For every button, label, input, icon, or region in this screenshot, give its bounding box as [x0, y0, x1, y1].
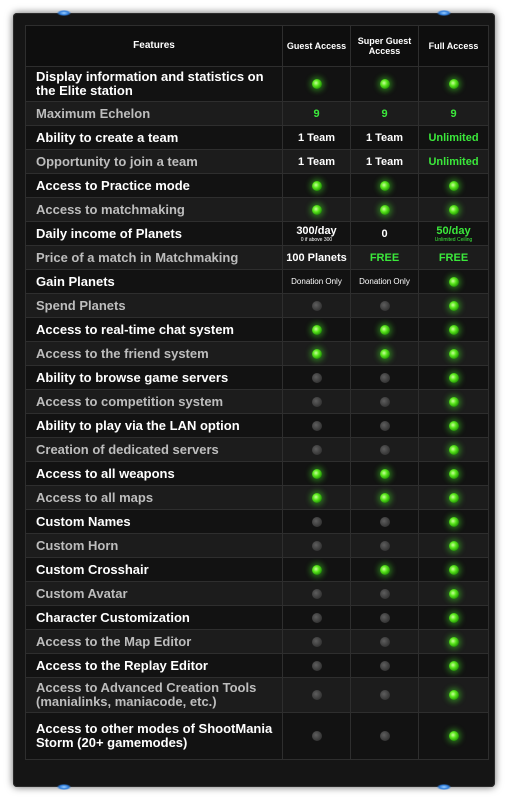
table-row: [26, 150, 489, 174]
green-light-icon: [380, 469, 390, 479]
green-light-icon: [449, 445, 459, 455]
guest-value-cell: [283, 150, 351, 174]
full-status-cell: [419, 606, 489, 630]
table-row: [26, 438, 489, 462]
guest-status-cell: [283, 342, 351, 366]
guest-status-cell: [283, 606, 351, 630]
glow-corner-bottom-right: [437, 784, 451, 790]
full-status-cell: [419, 342, 489, 366]
grey-light-icon: [380, 301, 390, 311]
grey-light-icon: [380, 637, 390, 647]
feature-label: Daily income of Planets: [26, 222, 283, 246]
cell-value: 9: [450, 107, 457, 120]
guest-status-cell: [283, 67, 351, 102]
super-value-cell: [351, 126, 419, 150]
green-light-icon: [312, 325, 322, 335]
full-status-cell: [419, 510, 489, 534]
grey-light-icon: [380, 373, 390, 383]
grey-light-icon: [312, 690, 322, 700]
green-light-icon: [449, 205, 459, 215]
grey-light-icon: [312, 731, 322, 741]
table-row: [26, 630, 489, 654]
grey-light-icon: [380, 589, 390, 599]
cell-value: 100 Planets: [286, 251, 347, 264]
green-light-icon: [312, 349, 322, 359]
green-light-icon: [449, 301, 459, 311]
table-row: [26, 558, 489, 582]
table-row: [26, 294, 489, 318]
table-row: [26, 678, 489, 713]
guest-status-cell: [283, 390, 351, 414]
full-status-cell: [419, 318, 489, 342]
guest-status-cell: [283, 198, 351, 222]
feature-label: Gain Planets: [26, 270, 283, 294]
super-value-cell: [351, 222, 419, 246]
feature-label: Maximum Echelon: [26, 102, 283, 126]
feature-label: Ability to create a team: [26, 126, 283, 150]
super-status-cell: [351, 294, 419, 318]
grey-light-icon: [380, 397, 390, 407]
super-value-cell: [351, 270, 419, 294]
guest-status-cell: [283, 654, 351, 678]
green-light-icon: [380, 181, 390, 191]
super-status-cell: [351, 713, 419, 760]
super-status-cell: [351, 534, 419, 558]
guest-status-cell: [283, 462, 351, 486]
green-light-icon: [449, 661, 459, 671]
super-status-cell: [351, 510, 419, 534]
cell-value: FREE: [369, 251, 400, 264]
green-light-icon: [312, 565, 322, 575]
guest-status-cell: [283, 414, 351, 438]
table-row: [26, 102, 489, 126]
grey-light-icon: [312, 445, 322, 455]
green-light-icon: [312, 205, 322, 215]
super-status-cell: [351, 654, 419, 678]
full-value-cell: [419, 246, 489, 270]
access-comparison-table: [25, 25, 489, 760]
feature-label: Custom Horn: [26, 534, 283, 558]
full-value-cell: [419, 102, 489, 126]
feature-label: Access to matchmaking: [26, 198, 283, 222]
table-row: [26, 390, 489, 414]
grey-light-icon: [380, 517, 390, 527]
table-row: [26, 246, 489, 270]
cell-value: 1 Team: [365, 131, 404, 144]
feature-label: Access to other modes of ShootMania Storm (20+ gamemodes): [26, 713, 283, 760]
guest-access-header: Guest Access: [283, 26, 351, 67]
grey-light-icon: [312, 397, 322, 407]
super-status-cell: [351, 486, 419, 510]
cell-value: 1 Team: [365, 155, 404, 168]
glow-corner-top-right: [437, 10, 451, 16]
full-status-cell: [419, 67, 489, 102]
feature-label: Access to the Replay Editor: [26, 654, 283, 678]
green-light-icon: [449, 469, 459, 479]
green-light-icon: [449, 541, 459, 551]
feature-label: Opportunity to join a team: [26, 150, 283, 174]
header-row: [26, 26, 489, 67]
guest-status-cell: [283, 294, 351, 318]
green-light-icon: [449, 349, 459, 359]
full-status-cell: [419, 678, 489, 713]
super-status-cell: [351, 318, 419, 342]
table-row: [26, 366, 489, 390]
feature-label: Access to all weapons: [26, 462, 283, 486]
green-light-icon: [449, 373, 459, 383]
cell-footnote: 0 if above 300: [300, 236, 333, 243]
feature-label: Access to real-time chat system: [26, 318, 283, 342]
green-light-icon: [380, 349, 390, 359]
green-light-icon: [449, 690, 459, 700]
green-light-icon: [449, 421, 459, 431]
feature-label: Custom Avatar: [26, 582, 283, 606]
green-light-icon: [449, 181, 459, 191]
super-status-cell: [351, 198, 419, 222]
feature-label: Spend Planets: [26, 294, 283, 318]
green-light-icon: [380, 205, 390, 215]
grey-light-icon: [312, 541, 322, 551]
grey-light-icon: [380, 731, 390, 741]
super-status-cell: [351, 582, 419, 606]
table-row: [26, 534, 489, 558]
glow-corner-bottom-left: [57, 784, 71, 790]
features-header: Features: [26, 26, 283, 67]
feature-label: Access to the Map Editor: [26, 630, 283, 654]
green-light-icon: [449, 637, 459, 647]
full-status-cell: [419, 174, 489, 198]
feature-label: Character Customization: [26, 606, 283, 630]
table-row: [26, 270, 489, 294]
guest-value-cell: [283, 270, 351, 294]
super-status-cell: [351, 678, 419, 713]
guest-value-cell: [283, 222, 351, 246]
green-light-icon: [449, 565, 459, 575]
table-row: [26, 606, 489, 630]
super-status-cell: [351, 67, 419, 102]
table-row: [26, 486, 489, 510]
full-value-cell: [419, 222, 489, 246]
feature-label: Price of a match in Matchmaking: [26, 246, 283, 270]
cell-value: Donation Only: [359, 277, 410, 286]
full-status-cell: [419, 630, 489, 654]
super-guest-access-header: Super Guest Access: [351, 26, 419, 67]
grey-light-icon: [312, 373, 322, 383]
table-row: [26, 174, 489, 198]
guest-status-cell: [283, 174, 351, 198]
green-light-icon: [312, 493, 322, 503]
green-light-icon: [449, 613, 459, 623]
full-value-cell: [419, 126, 489, 150]
cell-value: Unlimited: [428, 131, 479, 144]
super-status-cell: [351, 342, 419, 366]
super-status-cell: [351, 174, 419, 198]
green-light-icon: [449, 79, 459, 89]
full-status-cell: [419, 713, 489, 760]
cell-value: 9: [313, 107, 320, 120]
green-light-icon: [449, 493, 459, 503]
grey-light-icon: [312, 637, 322, 647]
green-light-icon: [380, 565, 390, 575]
full-status-cell: [419, 582, 489, 606]
guest-status-cell: [283, 438, 351, 462]
grey-light-icon: [312, 517, 322, 527]
table-row: [26, 342, 489, 366]
super-status-cell: [351, 606, 419, 630]
cell-value: 9: [381, 107, 388, 120]
table-row: [26, 318, 489, 342]
super-status-cell: [351, 558, 419, 582]
feature-label: Ability to browse game servers: [26, 366, 283, 390]
super-status-cell: [351, 390, 419, 414]
guest-status-cell: [283, 486, 351, 510]
cell-value: 0: [381, 227, 388, 240]
table-row: [26, 67, 489, 102]
full-status-cell: [419, 462, 489, 486]
cell-value: 1 Team: [297, 155, 336, 168]
feature-label: Access to Advanced Creation Tools (manialinks, maniacode, etc.): [26, 678, 283, 713]
green-light-icon: [312, 469, 322, 479]
table-row: [26, 713, 489, 760]
full-access-header: Full Access: [419, 26, 489, 67]
feature-label: Creation of dedicated servers: [26, 438, 283, 462]
cell-value: 50/day: [436, 224, 471, 237]
feature-label: Access to Practice mode: [26, 174, 283, 198]
full-status-cell: [419, 270, 489, 294]
grey-light-icon: [380, 541, 390, 551]
full-status-cell: [419, 414, 489, 438]
grey-light-icon: [312, 613, 322, 623]
guest-status-cell: [283, 630, 351, 654]
grey-light-icon: [312, 421, 322, 431]
guest-value-cell: [283, 102, 351, 126]
grey-light-icon: [380, 690, 390, 700]
cell-footnote: Unlimited Ceiling: [434, 236, 473, 243]
table-row: [26, 222, 489, 246]
table-row: [26, 654, 489, 678]
cell-value: Unlimited: [428, 155, 479, 168]
green-light-icon: [449, 397, 459, 407]
green-light-icon: [312, 79, 322, 89]
guest-value-cell: [283, 126, 351, 150]
cell-value: 300/day: [296, 224, 337, 237]
guest-status-cell: [283, 318, 351, 342]
feature-label: Access to all maps: [26, 486, 283, 510]
full-status-cell: [419, 366, 489, 390]
super-status-cell: [351, 366, 419, 390]
green-light-icon: [380, 493, 390, 503]
full-status-cell: [419, 654, 489, 678]
table-row: [26, 510, 489, 534]
feature-label: Custom Names: [26, 510, 283, 534]
green-light-icon: [380, 325, 390, 335]
guest-status-cell: [283, 534, 351, 558]
green-light-icon: [312, 181, 322, 191]
super-value-cell: [351, 102, 419, 126]
super-status-cell: [351, 414, 419, 438]
cell-value: 1 Team: [297, 131, 336, 144]
table-row: [26, 582, 489, 606]
full-status-cell: [419, 294, 489, 318]
glow-corner-top-left: [57, 10, 71, 16]
cell-value: FREE: [438, 251, 469, 264]
feature-label: Custom Crosshair: [26, 558, 283, 582]
guest-value-cell: [283, 246, 351, 270]
grey-light-icon: [312, 301, 322, 311]
super-status-cell: [351, 462, 419, 486]
full-status-cell: [419, 558, 489, 582]
green-light-icon: [449, 325, 459, 335]
feature-label: Display information and statistics on the Elite station: [26, 67, 283, 102]
guest-status-cell: [283, 678, 351, 713]
super-status-cell: [351, 630, 419, 654]
guest-status-cell: [283, 366, 351, 390]
grey-light-icon: [312, 589, 322, 599]
guest-status-cell: [283, 713, 351, 760]
full-status-cell: [419, 534, 489, 558]
table-row: [26, 414, 489, 438]
super-value-cell: [351, 246, 419, 270]
grey-light-icon: [380, 421, 390, 431]
full-status-cell: [419, 438, 489, 462]
feature-label: Access to competition system: [26, 390, 283, 414]
guest-status-cell: [283, 558, 351, 582]
table-row: [26, 462, 489, 486]
full-value-cell: [419, 150, 489, 174]
super-value-cell: [351, 150, 419, 174]
grey-light-icon: [380, 661, 390, 671]
feature-label: Access to the friend system: [26, 342, 283, 366]
grey-light-icon: [380, 445, 390, 455]
grey-light-icon: [380, 613, 390, 623]
full-status-cell: [419, 198, 489, 222]
table-row: [26, 126, 489, 150]
table-row: [26, 198, 489, 222]
feature-rows: [26, 67, 489, 760]
feature-label: Ability to play via the LAN option: [26, 414, 283, 438]
grey-light-icon: [312, 661, 322, 671]
guest-status-cell: [283, 510, 351, 534]
green-light-icon: [449, 517, 459, 527]
guest-status-cell: [283, 582, 351, 606]
full-status-cell: [419, 486, 489, 510]
green-light-icon: [449, 277, 459, 287]
cell-value: Donation Only: [291, 277, 342, 286]
green-light-icon: [449, 589, 459, 599]
super-status-cell: [351, 438, 419, 462]
green-light-icon: [380, 79, 390, 89]
green-light-icon: [449, 731, 459, 741]
full-status-cell: [419, 390, 489, 414]
